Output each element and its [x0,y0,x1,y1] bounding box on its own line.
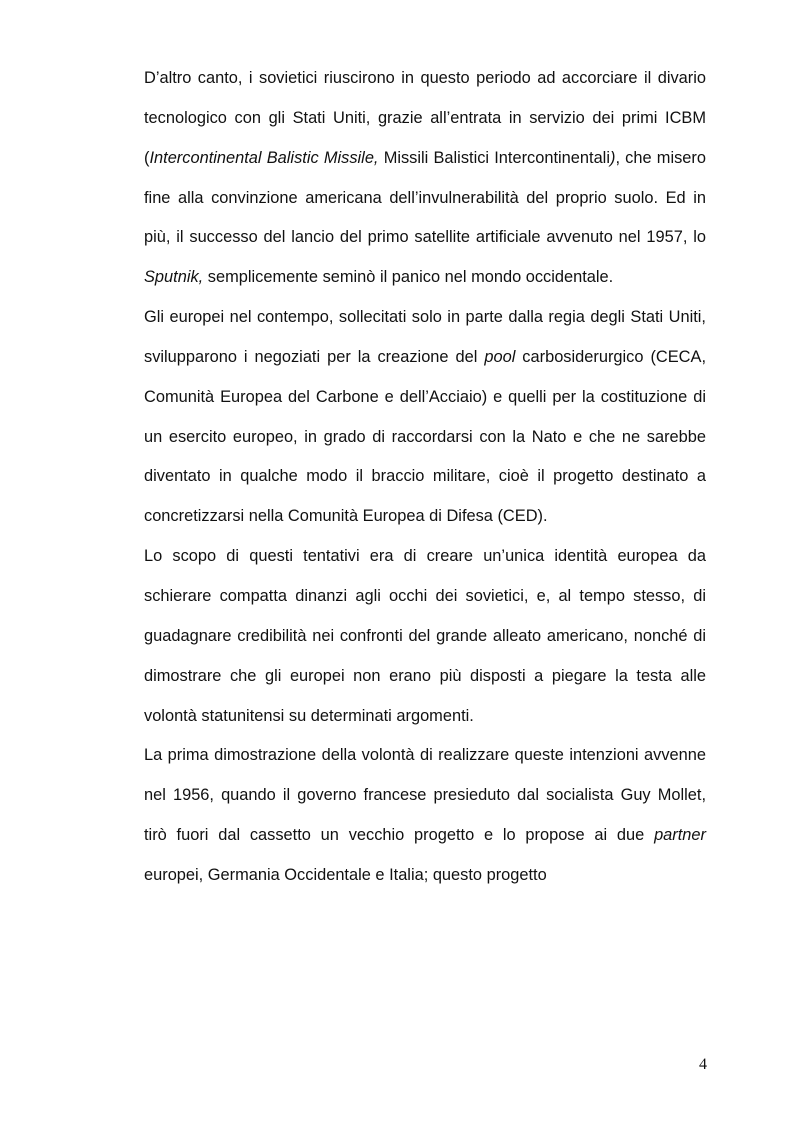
page-number: 4 [699,1056,707,1073]
italic-run: ) [609,148,616,167]
text-run: D’altro canto, i sovietici riuscirono in questo periodo ad accorciare il divario tecnologico con gli Stati Uniti, grazie all’entrata in servizio dei primi ICBM ( [144,69,706,167]
text-run: Gli europei nel contempo, sollecitati solo in parte dalla regia degli Stati Uniti, svilupparono i negoziati per la creazione del [144,308,706,366]
document-body [144,59,706,896]
text-run: europei, Germania Occidentale e Italia; questo progetto [144,865,547,884]
paragraph-1 [144,59,706,298]
italic-run: partner [654,826,706,845]
italic-run: Intercontinental Balistic Missile, [149,148,379,167]
text-run: La prima dimostrazione della volontà di realizzare queste intenzioni avvenne nel 1956, quando il governo francese presieduto dal socialista Guy Mollet, tirò fuori dal cassetto un vecchio progetto e lo propose ai due [144,746,706,845]
text-run: Lo scopo di questi tentativi era di creare un’unica identità europea da schierare compatta dinanzi agli occhi dei sovietici, e, al tempo stesso, di guadagnare credibilità nei confronti del grande alleato americano, nonché di dimostrare che gli europei non erano più disposti a piegare la testa alle volontà statunitensi su determinati argomenti. [144,547,706,725]
text-run: semplicemente seminò il panico nel mondo occidentale. [203,268,614,287]
paragraph-3 [144,537,706,736]
italic-run: Sputnik, [144,268,204,287]
text-run: carbosiderurgico (CECA, Comunità Europea del Carbone e dell’Acciaio) e quelli per la costituzione di un esercito europeo, in grado di raccordarsi con la Nato e che ne sarebbe diventato in qualche modo il braccio militare, cioè il progetto destinato a concretizzarsi nella Comunità Europea di Difesa (CED). [144,347,706,526]
italic-run: pool [484,347,516,366]
text-run: , che misero fine alla convinzione americana dell’invulnerabilità del proprio suolo. Ed in più, il successo del lancio del primo satellite artificiale avvenuto nel 1957, lo [144,148,706,247]
text-run: Missili Balistici Intercontinentali [378,148,610,167]
paragraph-4 [144,736,706,895]
paragraph-2 [144,298,706,537]
